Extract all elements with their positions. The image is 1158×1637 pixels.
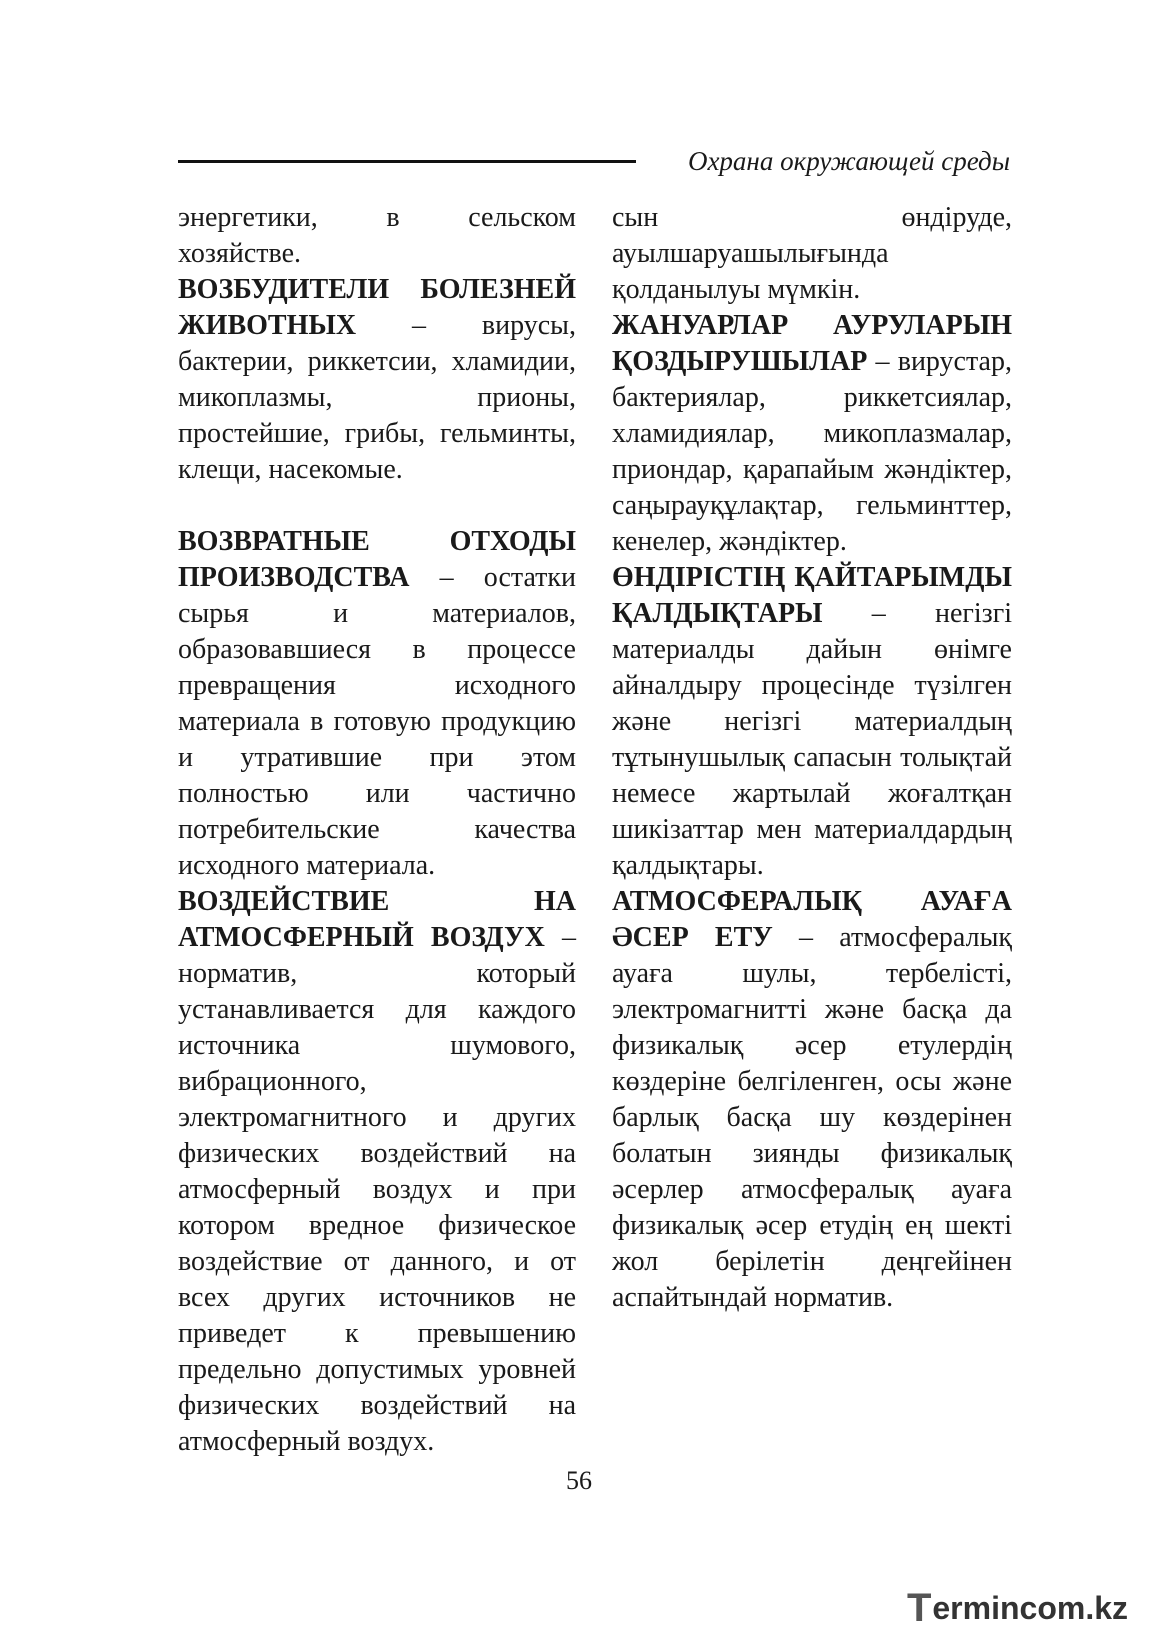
glossary-entry [612,308,1012,560]
entry-definition: – атмосфералық ауаға шулы, тербелісті, электромагнитті және басқа да физикалық әсер етулердің көздеріне белгіленген, осы және барлық басқа шу көздерінен болатын зиянды физикалық әсерлер атмосфералық ауаға физикалық әсер етудің ең шекті жол берілетін деңгейінен аспайтындай норматив. [612,922,1012,1313]
left-column [178,200,576,1460]
header-rule [178,160,636,163]
entry-definition: – остатки сырья и материалов, образовавшиеся в процессе превращения исходного материала в готовую продукцию и утратившие при этом полностью или частично потребительские качества исходного материала. [178,562,576,881]
entry-definition: – негізгі материалды дайын өнімге айналдыру процесінде түзілген және негізгі материалдың тұтынушылық сапасын толықтай немесе жартылай жоғалтқан шикізаттар мен материалдардың қалдықтары. [612,598,1012,881]
entry-term: ӨНДІРІСТІҢ ҚАЙТАРЫМДЫ ҚАЛДЫҚТАРЫ [612,562,1012,629]
glossary-entry [178,524,576,884]
entry-paragraph [178,884,576,1460]
continuation-paragraph: сын өндіруде, ауылшаруашылығында қолданылуы мүмкін. [612,202,1012,305]
continuation-text [178,200,576,272]
continuation-paragraph: энергетики, в сельском хозяйстве. [178,202,576,269]
entry-term: АТМОСФЕРАЛЫҚ АУАҒА ӘСЕР ЕТУ [612,886,1012,953]
page-number: 56 [566,1466,592,1495]
entry-term: ВОЗВРАТНЫЕ ОТХОДЫ ПРОИЗВОДСТВА [178,526,576,593]
site-watermark [906,1586,1128,1630]
glossary-entry [178,884,576,1460]
right-column [612,200,1012,1316]
glossary-entry [178,272,576,488]
entry-term: ВОЗДЕЙСТВИЕ НА АТМОСФЕРНЫЙ ВОЗДУХ [178,886,576,953]
watermark-text: ermincom.kz [932,1590,1128,1626]
watermark-initial: T [906,1586,932,1630]
entry-definition: – вирустар, бактериялар, риккетсиялар, хламидиялар, микоплазмалар, приондар, қарапайым жәндіктер, саңырауқұлақтар, гельминттер, кенелер, жәндіктер. [612,346,1012,557]
entry-definition: – норматив, который устанавливается для каждого источника шумового, вибрационного, электромагнитного и других физических воздействий на атмосферный воздух и при котором вредное физическое воздействие от данного, и от всех других источников не приведет к превышению предельно допустимых уровней физических воздействий на атмосферный воздух. [178,922,576,1457]
entry-definition: – вирусы, бактерии, риккетсии, хламидии, микоплазмы, прионы, простейшие, грибы, гельминты, клещи, насекомые. [178,310,576,485]
entry-paragraph [612,884,1012,1316]
entry-paragraph [612,308,1012,560]
glossary-entry [612,884,1012,1316]
entry-paragraph [178,524,576,884]
running-header-title: Охрана окружающей среды [687,146,1010,176]
continuation-text [612,200,1012,308]
entry-paragraph [612,560,1012,884]
glossary-entry [612,560,1012,884]
entry-term: ЖАНУАРЛАР АУРУЛАРЫН ҚОЗДЫРУШЫЛАР [612,310,1012,377]
entry-paragraph [178,272,576,488]
entry-term: ВОЗБУДИТЕЛИ БОЛЕЗНЕЙ ЖИВОТНЫХ [178,274,576,341]
